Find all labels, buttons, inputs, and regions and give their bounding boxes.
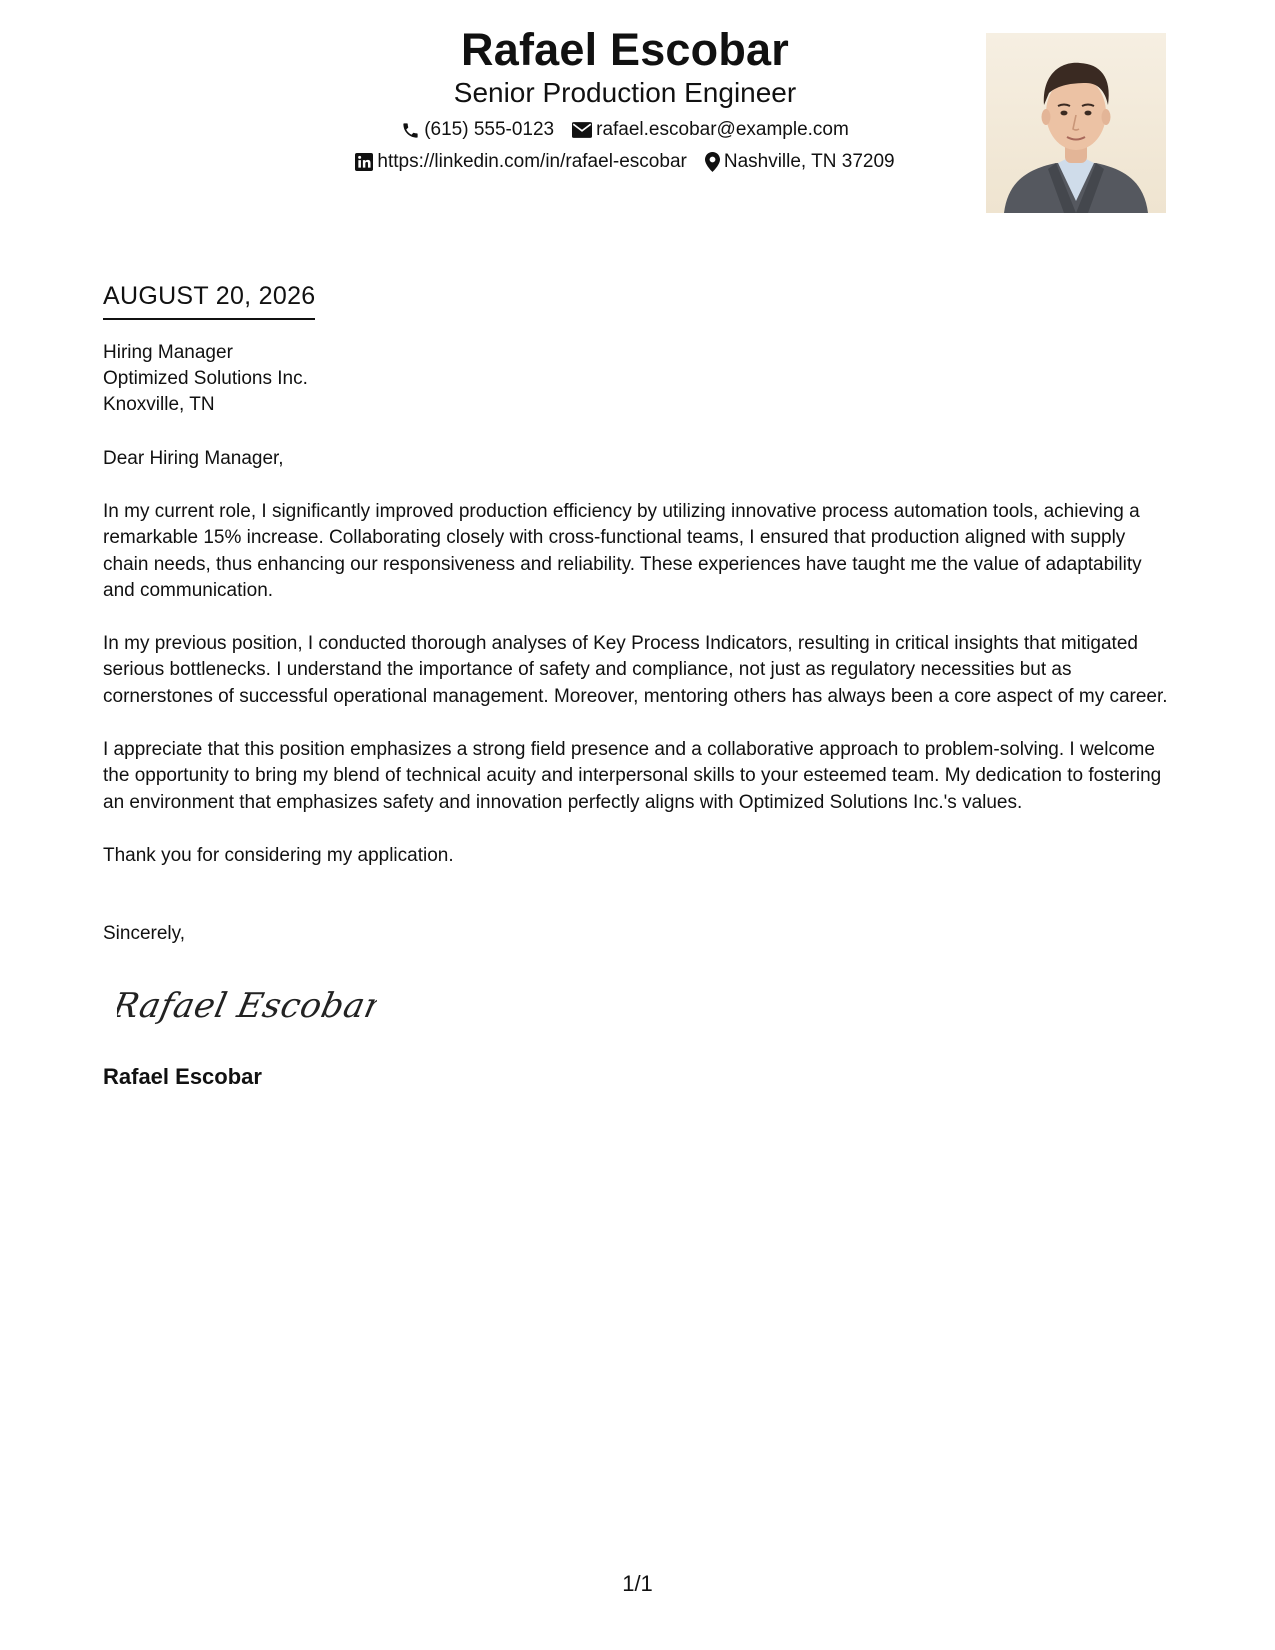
phone-contact[interactable] [401, 118, 554, 142]
salutation: Dear Hiring Manager, [103, 448, 284, 469]
body-paragraph: Thank you for considering my application. [103, 844, 454, 866]
letter-date: AUGUST 20, 2026 [103, 280, 315, 320]
email-contact[interactable] [572, 118, 849, 142]
phone-icon [401, 121, 420, 140]
closing: Sincerely, [103, 923, 186, 945]
email-address: rafael.escobar@example.com [596, 119, 849, 140]
recipient-line: Hiring Manager [103, 342, 233, 363]
body-paragraph: In my previous position, I conducted thorough analyses of Key Process Indicators, resulting in critical insights that mitigated serious bottlenecks. I understand the importance of safety and compliance, not just as regulatory necessities but as cornerstones of successful operational management. Moreover, mentoring others has always been a core aspect of my career. [103, 633, 1168, 707]
svg-text:Rafael Escobar: Rafael Escobar [117, 986, 377, 1027]
letter-body [103, 280, 1175, 1091]
recipient-location: Knoxville, TN [103, 394, 215, 415]
location-contact [705, 150, 895, 174]
linkedin-url: https://linkedin.com/in/rafael-escobar [377, 151, 687, 172]
profile-photo [986, 33, 1166, 213]
envelope-icon [572, 122, 592, 138]
applicant-title: Senior Production Engineer [453, 77, 797, 108]
letter-header [230, 22, 1020, 174]
recipient-company: Optimized Solutions Inc. [103, 368, 308, 389]
handwritten-signature [117, 969, 377, 1039]
contact-row-primary [230, 118, 1020, 142]
location-text: Nashville, TN 37209 [723, 151, 895, 172]
recipient-block [103, 340, 1175, 418]
linkedin-icon [355, 153, 373, 171]
applicant-name: Rafael Escobar [461, 24, 789, 75]
contact-row-secondary [230, 150, 1020, 174]
body-paragraph: In my current role, I significantly improved production efficiency by utilizing innovative process automation tools, achieving a remarkable 15% increase. Collaborating closely with cross-functional teams, I ensured that production aligned with supply chain needs, thus enhancing our responsiveness and reliability. These experiences have taught me the value of adaptability and communication. [103, 501, 1142, 601]
signer-name: Rafael Escobar [103, 1064, 262, 1090]
body-paragraph: I appreciate that this position emphasizes a strong field presence and a collaborative approach to problem-solving. I welcome the opportunity to bring my blend of technical acuity and interpersonal skills to your esteemed team. My dedication to fostering an environment that emphasizes safety and innovation perfectly aligns with Optimized Solutions Inc.'s values. [103, 739, 1162, 813]
linkedin-contact[interactable] [355, 150, 686, 174]
map-pin-icon [705, 152, 720, 172]
page-number: 1/1 [622, 1571, 653, 1596]
phone-number: (615) 555-0123 [424, 119, 555, 140]
